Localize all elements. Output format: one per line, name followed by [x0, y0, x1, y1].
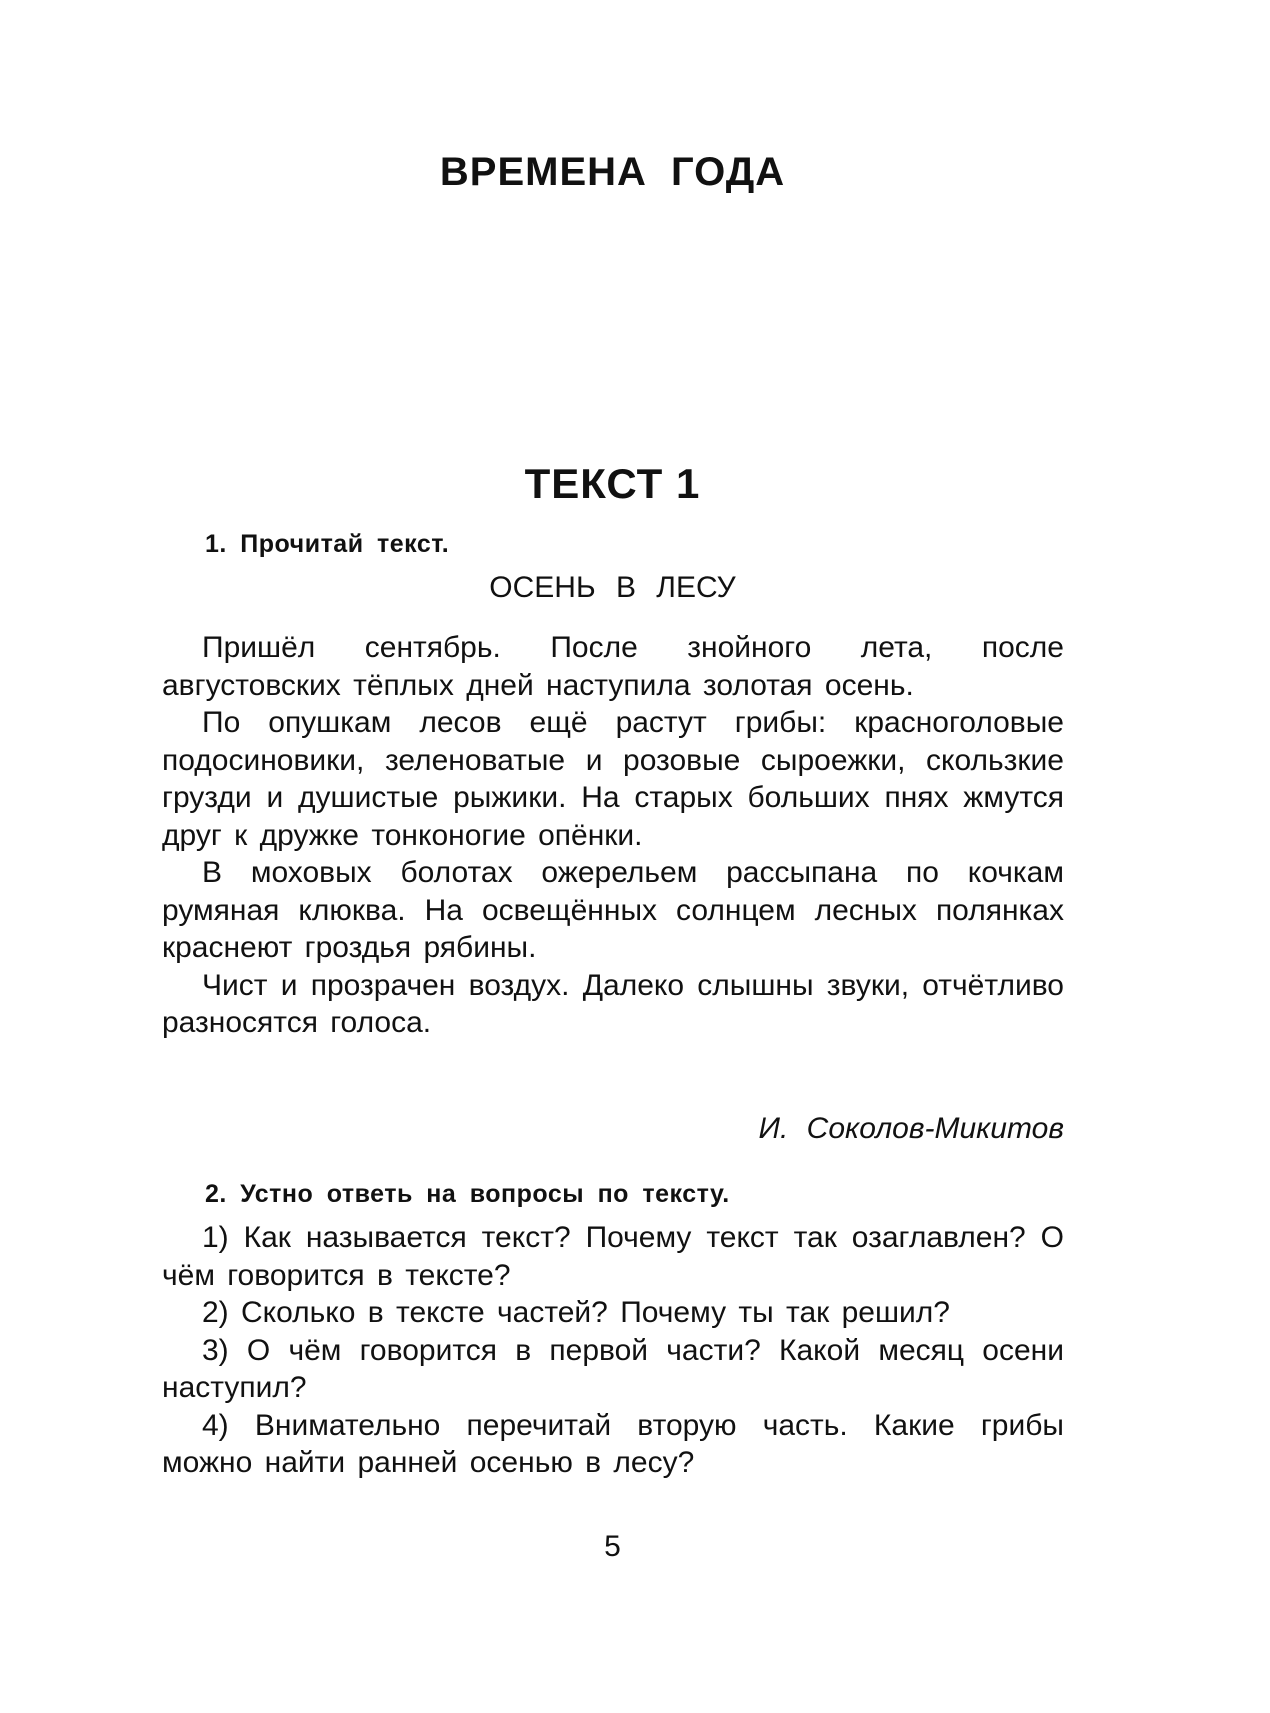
task-1-instruction: 1. Прочитай текст. — [205, 530, 450, 558]
page-number: 5 — [604, 1530, 621, 1563]
story-paragraph: По опушкам лесов ещё растут грибы: красноголовые подосиновики, зеленоватые и розовые сыроежки, скользкие грузди и душистые рыжики. На старых больших пнях жмутся друг к дружке тонконогие опёнки. — [162, 706, 1064, 852]
story-paragraph: Чист и прозрачен воздух. Далеко слышны звуки, отчётливо разносятся голоса. — [162, 968, 1064, 1039]
story-paragraph: В моховых болотах ожерельем рассыпана по кочкам румяная клюква. На освещённых солнцем лесных полянках краснеют гроздья рябины. — [162, 856, 1064, 964]
story-paragraph: Пришёл сентябрь. После знойного лета, после августовских тёплых дней наступила золотая осень. — [162, 631, 1064, 702]
task-2-instruction: 2. Устно ответь на вопросы по тексту. — [205, 1180, 730, 1208]
text-heading: ТЕКСТ 1 — [524, 460, 701, 507]
question-item: 3) О чём говорится в первой части? Какой месяц осени наступил? — [162, 1333, 1064, 1404]
story-author: И. Соколов-Микитов — [758, 1112, 1064, 1145]
section-title: ВРЕМЕНА ГОДА — [439, 150, 786, 194]
questions-list — [162, 1219, 1064, 1482]
story-text — [162, 629, 1064, 1042]
question-item: 4) Внимательно перечитай вторую часть. Какие грибы можно найти ранней осенью в лесу? — [162, 1408, 1064, 1479]
question-item: 1) Как называется текст? Почему текст так озаглавлен? О чём говорится в тексте? — [162, 1221, 1064, 1292]
question-item: 2) Сколько в тексте частей? Почему ты так решил? — [202, 1296, 950, 1329]
story-title: ОСЕНЬ В ЛЕСУ — [489, 571, 736, 604]
